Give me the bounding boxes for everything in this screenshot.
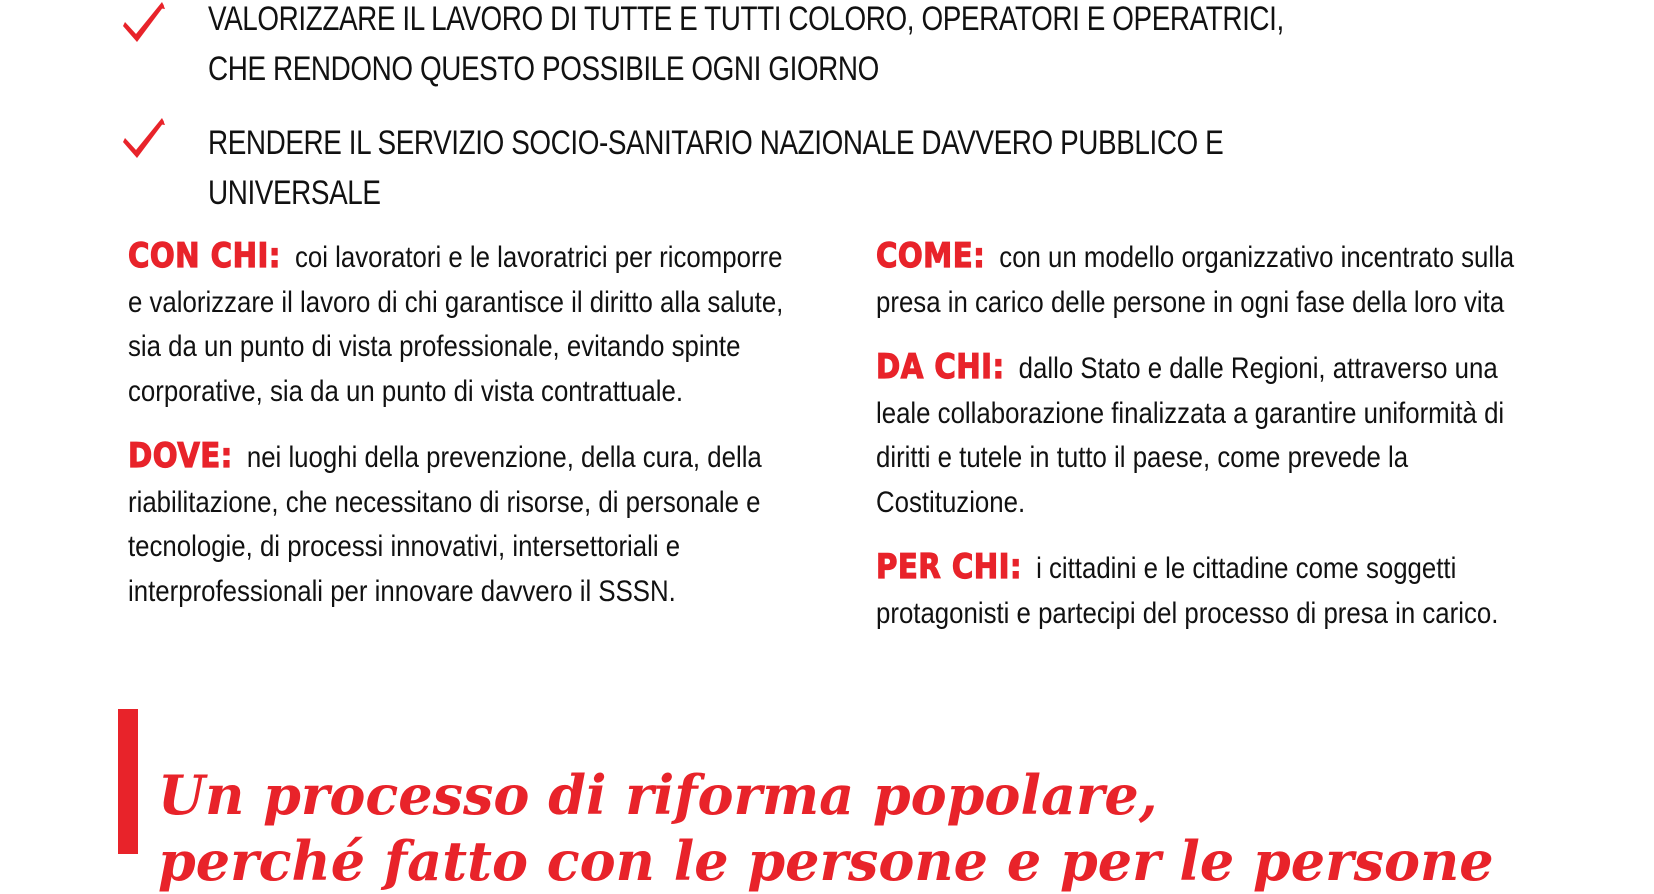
left-column bbox=[128, 234, 788, 634]
check-icon bbox=[122, 0, 166, 44]
right-column bbox=[876, 234, 1536, 656]
section-con-chi bbox=[128, 234, 790, 414]
section-label: CON CHI: bbox=[128, 236, 281, 276]
quote-line: perché fatto con le persone e per le persone bbox=[158, 829, 1494, 893]
quote bbox=[158, 762, 1494, 894]
section-text: nei luoghi della prevenzione, della cura, della riabilitazione, che necessitano di risorse, di personale e tecnologie, di processi innovativi, intersettoriali e interprofessionali per innovare davvero il SSSN. bbox=[128, 441, 762, 608]
checklist-item-text: VALORIZZARE IL LAVORO DI TUTTE E TUTTI COLORO, OPERATORI E OPERATRICI, CHE RENDONO QUESTO POSSIBILE OGNI GIORNO bbox=[208, 0, 1284, 88]
section-come bbox=[876, 234, 1538, 325]
quote-line: Un processo di riforma popolare, bbox=[158, 763, 1158, 827]
section-text: i cittadini e le cittadine come soggetti protagonisti e partecipi del processo di presa in carico. bbox=[876, 552, 1499, 630]
section-label: DOVE: bbox=[128, 436, 233, 476]
section-per-chi bbox=[876, 545, 1538, 636]
section-text: coi lavoratori e le lavoratrici per ricomporre e valorizzare il lavoro di chi garantisce il diritto alla salute, sia da un punto di vista professionale, evitando spinte corporative, sia da un punto di vista contrattuale. bbox=[128, 241, 784, 408]
section-label: PER CHI: bbox=[876, 547, 1023, 587]
section-label: COME: bbox=[876, 236, 986, 276]
quote-accent-bar bbox=[118, 709, 138, 854]
section-text: dallo Stato e dalle Regioni, attraverso una leale collaborazione finalizzata a garantire uniformità di diritti e tutele in tutto il paese, come prevede la Costituzione. bbox=[876, 352, 1505, 519]
section-da-chi bbox=[876, 345, 1538, 525]
section-dove bbox=[128, 434, 790, 614]
section-text: con un modello organizzativo incentrato sulla presa in carico delle persone in ogni fase della loro vita bbox=[876, 241, 1515, 319]
checklist-item-text: RENDERE IL SERVIZIO SOCIO-SANITARIO NAZIONALE DAVVERO PUBBLICO E UNIVERSALE bbox=[208, 124, 1224, 212]
check-icon bbox=[122, 116, 166, 160]
section-label: DA CHI: bbox=[876, 347, 1005, 387]
